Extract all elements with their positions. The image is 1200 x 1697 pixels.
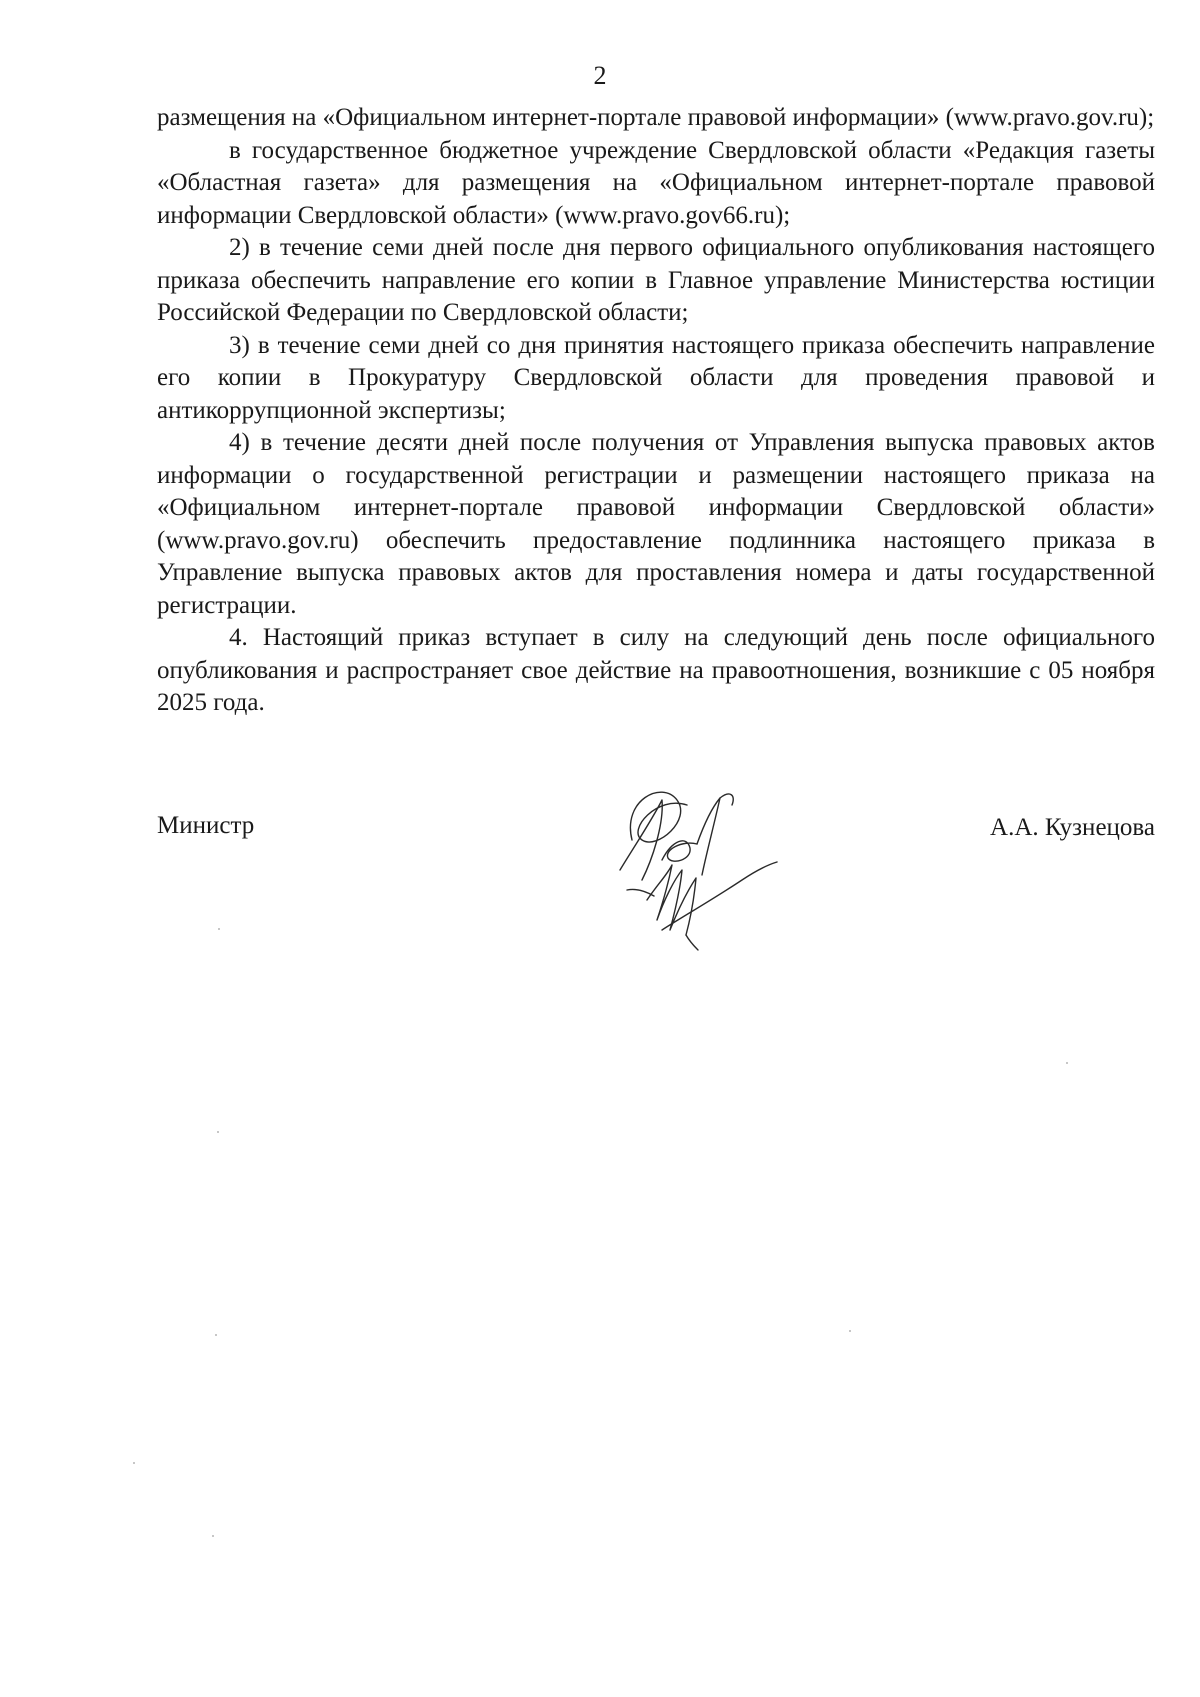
scan-speck [218,928,220,930]
paragraph-item-4: 4) в течение десяти дней после получения от Управления выпуска правовых актов информации о государственной регистрации и размещении настоящего приказа на «Официальном интернет-портале правовой информации Свердловской области» (www.pravo.gov.ru) обеспечить предоставление подлинника настоящего приказа в Управление выпуска правовых актов для проставления номера и даты государственной регистрации. [157,429,1155,619]
paragraph-item-2: 2) в течение семи дней после дня первого официального опубликования настоящего приказа обеспечить направление его копии в Главное управление Министерства юстиции Российской Федерации по Свердловской области; [157,234,1155,326]
scan-speck [133,1462,135,1464]
signature-block [157,780,1155,960]
scan-speck [212,1535,214,1537]
handwritten-signature [602,780,802,960]
paragraph-item-3: 3) в течение семи дней со дня принятия настоящего приказа обеспечить направление его копии в Прокуратуру Свердловской области для проведения правовой и антикоррупционной экспертизы; [157,331,1155,424]
paragraph-continuation: размещения на «Официальном интернет-портале правовой информации» (www.pravo.gov.ru); [157,104,1155,131]
scan-speck [217,1131,219,1133]
paragraph-regional-newspaper: в государственное бюджетное учреждение Свердловской области «Редакция газеты «Областная газета» для размещения на «Официальном интернет-портале правовой информации Свердловской области» (www.pravo.gov66.ru); [157,136,1155,229]
signer-role: Министр [157,812,255,839]
page-number: 2 [593,61,607,90]
scan-speck [849,1330,851,1332]
signer-name: А.А. Кузнецова [990,814,1155,841]
paragraph-section-4: 4. Настоящий приказ вступает в силу на следующий день после официального опубликования и распространяет свое действие на правоотношения, возникшие с 05 ноября 2025 года. [157,624,1155,716]
scan-speck [1066,1062,1068,1064]
scan-speck [215,1334,217,1336]
document-body [157,102,1155,720]
